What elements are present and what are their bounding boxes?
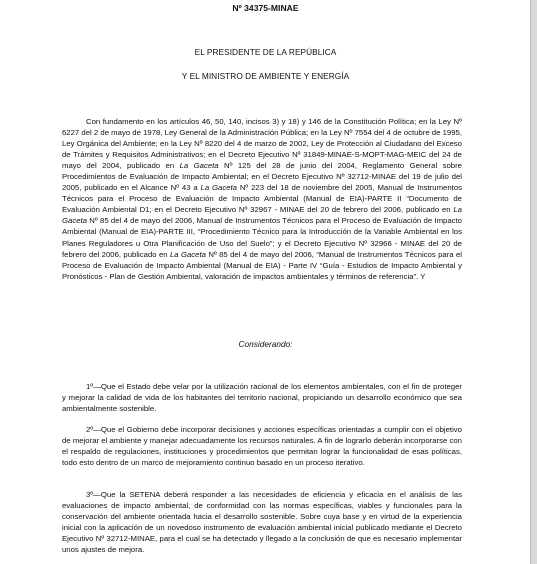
authority-minister: Y EL MINISTRO DE AMBIENTE Y ENERGÍA — [181, 71, 350, 81]
considerando-2 — [62, 424, 462, 468]
considerando-1-text: 1º—Que el Estado debe velar por la utilización racional de los elementos ambientales, con el fin de proteger y mejorar la calidad de vida de los habitantes del territorio nacional, propiciando un desarrollo económico que sea ambientalmente sostenible. — [62, 382, 462, 414]
considerando-heading: Considerando: — [238, 339, 293, 349]
page-edge — [531, 0, 537, 564]
decree-number: Nº 34375-MINAE — [232, 3, 299, 13]
authority-president: EL PRESIDENTE DE LA REPÚBLICA — [194, 47, 337, 57]
considerando-2-text: 2º—Que el Gobierno debe incorporar decisiones y acciones específicas orientadas a cumplir con el objetivo de mejorar el ambiente y manejar adecuadamente los recursos naturales. A fin de lograrlo deberán incorporarse con el respaldo de regulaciones, instituciones y procedimientos que permitan lograr la funcionalidad de esas políticas, todo esto dentro de un marco de mejoramiento continuo basado en un proceso iterativo. — [62, 425, 462, 468]
considerando-3-text: 3º—Que la SETENA deberá responder a las necesidades de eficiencia y eficacia en el análisis de las evaluaciones de impacto ambiental, de conformidad con las normas específicas, viables y funcionales para la conservación del ambiente orientada hacia el desarrollo sostenible. Sobre cuya base y en virtud de la experiencia inicial con la aplicación de un novedoso instrumento de evaluación ambiental inicial publicado mediante el Decreto Ejecutivo Nº 32712-MINAE, para el cual se ha detectado y llegado a la conclusión de que es necesario implementar unos ajustes de mejora. — [62, 490, 462, 555]
preamble-text: Con fundamento en los artículos 46, 50, 140, incisos 3) y 18) y 146 de la Constitución Política; en la Ley Nº 6227 del 2 de mayo de 1978, Ley General de la Administración Pública; en la Ley Nº 7554 del 4 de octubre de 1995, Ley Orgánica del Ambiente; en la Ley Nº 8220 del 4 de marzo de 2002, Ley de Protección al Ciudadano del Exceso de Trámites y Requisitos Administrativos; en el Decreto Ejecutivo Nº 31849-MINAE-S-MOPT-MAG-MEIC del 24 de mayo del 2004, publicado en La Gaceta Nº 125 del 28 de junio del 2004, Reglamento General sobre Procedimientos de Evaluación de Impacto Ambiental; en el Decreto Ejecutivo Nº 32712-MINAE del 19 de julio del 2005, publicado en el Alcance Nº 43 a La Gaceta Nº 223 del 18 de noviembre del 2005, Manual de Instrumentos Técnicos para el Proceso de Evaluación de Impacto Ambiental (Manual de EIA)-PARTE II “Documento de Evaluación Ambiental D1; en el Decreto Ejecutivo Nº 32967 - MINAE del 20 de febrero del 2006, publicado en La Gaceta Nº 85 del 4 de mayo del 2006, Manual de Instrumentos Técnicos para el Proceso de Evaluación de Impacto Ambiental (Manual de EIA)-PARTE III, “Procedimiento Técnico para la Introducción de la Variable Ambiental en los Planes Reguladores u Otra Planificación de Uso del Suelo”; y el Decreto Ejecutivo Nº 32966 - MINAE del 20 de febrero del 2006, publicado en La Gaceta Nº 85 del 4 de mayo del 2006, “Manual de Instrumentos Técnicos para el Proceso de Evaluación de Impacto Ambiental (Manual de EIA) - Parte IV “Guía - Estudios de Impacto Ambiental y Pronósticos - Plan de Gestión Ambiental, valoración de impactos ambientales y términos de referencia”. Y — [62, 117, 463, 281]
considerando-3 — [62, 489, 462, 555]
considerando-1 — [62, 381, 462, 414]
preamble-paragraph — [62, 116, 462, 282]
